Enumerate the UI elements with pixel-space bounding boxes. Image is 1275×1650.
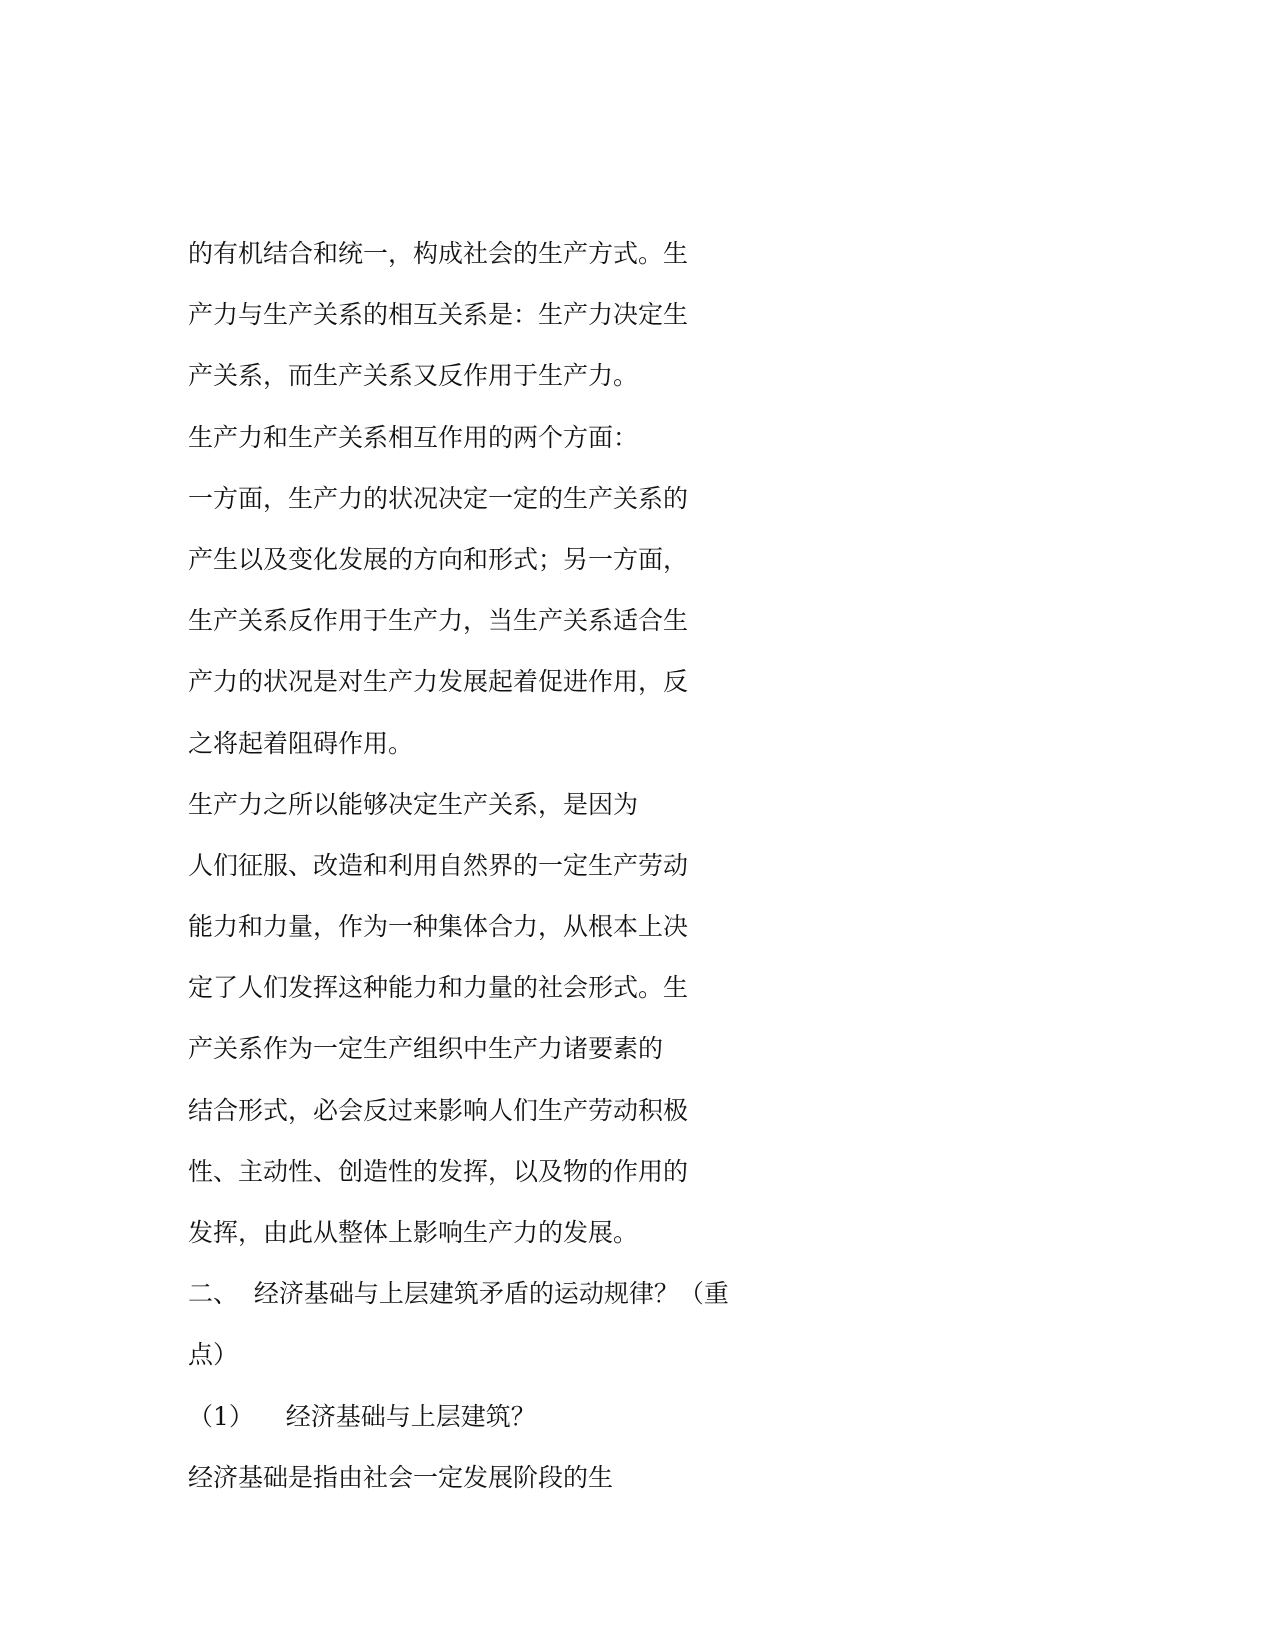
- body-text: [188, 229, 748, 1514]
- text-line: 结合形式，必会反过来影响人们生产劳动积极: [188, 1095, 689, 1125]
- text-line: 生产力之所以能够决定生产关系，是因为: [188, 789, 639, 819]
- text-line: 能力和力量，作为一种集体合力，从根本上决: [188, 912, 689, 942]
- text-line: 发挥，由此从整体上影响生产力的发展。: [188, 1218, 639, 1247]
- text-line: 生产力和生产关系相互作用的两个方面：: [188, 422, 639, 452]
- text-line: 经济基础是指由社会一定发展阶段的生: [188, 1462, 614, 1492]
- text-line: 产关系作为一定生产组织中生产力诸要素的: [188, 1034, 664, 1064]
- text-line: 定了人们发挥这种能力和力量的社会形式。生: [188, 973, 689, 1003]
- text-line: 的有机结合和统一，构成社会的生产方式。生: [188, 239, 689, 268]
- text-line: 产力的状况是对生产力发展起着促进作用，反: [188, 667, 689, 697]
- text-line: 之将起着阻碍作用。: [188, 728, 414, 758]
- text-line: 生产关系反作用于生产力，当生产关系适合生: [188, 606, 689, 636]
- text-line: 产关系，而生产关系又反作用于生产力。: [188, 361, 639, 391]
- section-heading-continuation: 点）: [188, 1340, 239, 1370]
- section-heading: 二、 经济基础与上层建筑矛盾的运动规律？（重: [188, 1279, 729, 1309]
- text-line: 产生以及变化发展的方向和形式；另一方面，: [188, 544, 689, 574]
- text-line: 产力与生产关系的相互关系是：生产力决定生: [188, 300, 689, 330]
- text-line: 一方面，生产力的状况决定一定的生产关系的: [188, 483, 689, 513]
- text-line: 人们征服、改造和利用自然界的一定生产劳动: [188, 850, 689, 880]
- text-line: 性、主动性、创造性的发挥，以及物的作用的: [188, 1156, 689, 1186]
- subsection-heading: （1） 经济基础与上层建筑？: [188, 1401, 536, 1431]
